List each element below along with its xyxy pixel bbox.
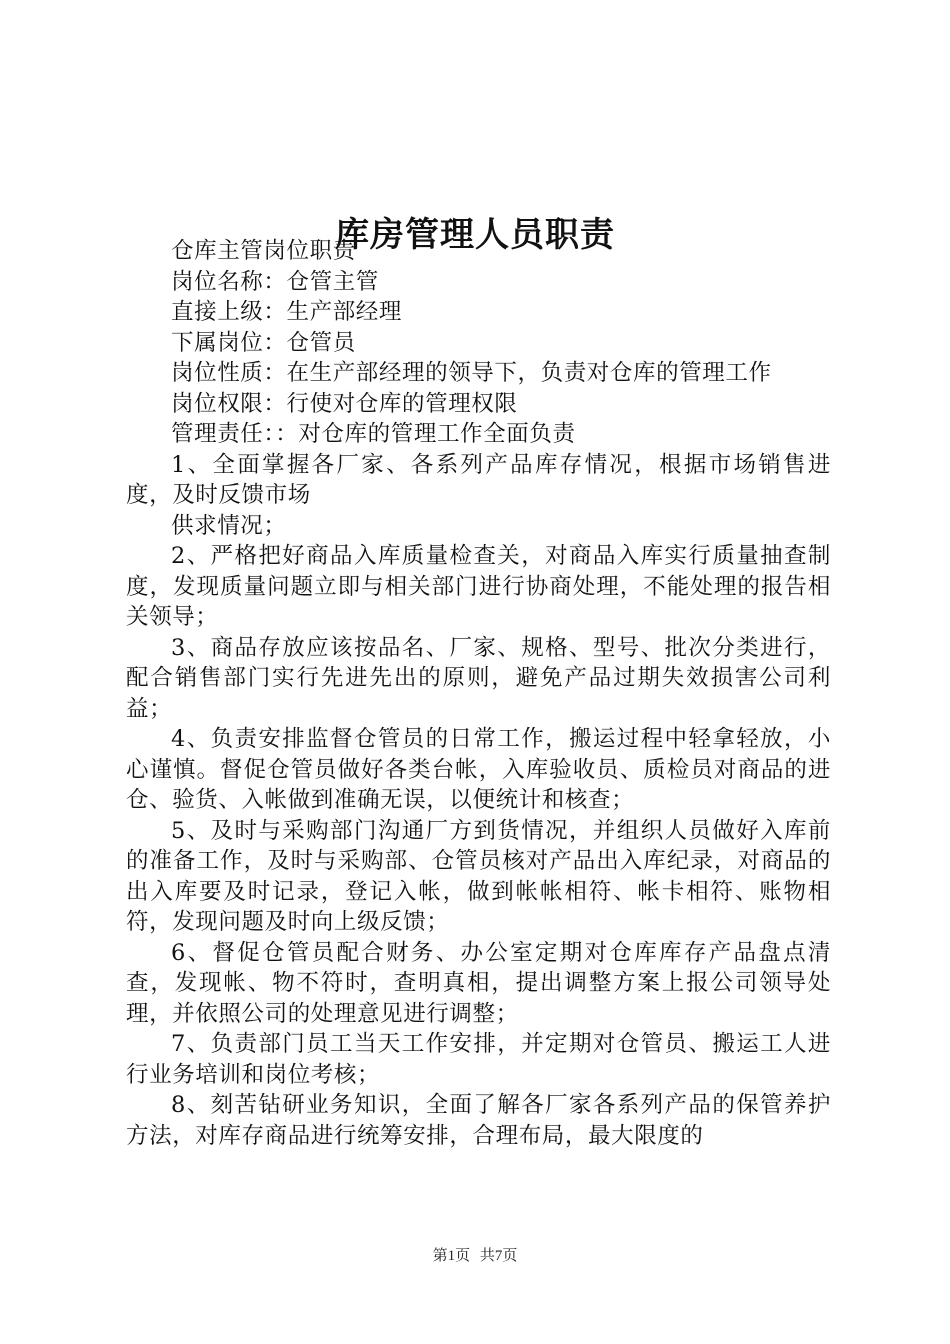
paragraph: 5、及时与采购部门沟通厂方到货情况，并组织人员做好入库前的准备工作，及时与采购部、仓管员核对产品出入库纪录，对商品的出入库要及时记录，登记入帐，做到帐帐相符、帐卡相符、账物相符，发现问题及时向上级反馈；: [126, 817, 831, 935]
paragraph: 3、商品存放应该按品名、厂家、规格、型号、批次分类进行，配合销售部门实行先进先出的原则，避免产品过期失效损害公司利益；: [126, 634, 831, 722]
paragraph: 管理责任：：对仓库的管理工作全面负责: [171, 421, 576, 447]
paragraph: 岗位权限：行使对仓库的管理权限: [171, 390, 518, 417]
paragraph: 6、督促仓管员配合财务、办公室定期对仓库库存产品盘点清查，发现帐、物不符时，查明真相，提出调整方案上报公司领导处理，并依照公司的处理意见进行调整；: [126, 939, 831, 1027]
page-total: 共7页: [479, 1248, 518, 1264]
paragraph: 岗位性质：在生产部经理的领导下，负责对仓库的管理工作: [171, 360, 772, 386]
document-body: [126, 236, 831, 1151]
paragraph: 下属岗位：仓管员: [171, 329, 356, 356]
paragraph: 仓库主管岗位职责: [171, 238, 356, 264]
paragraph: 直接上级：生产部经理: [171, 299, 403, 325]
document-title: 库房管理人员职责: [335, 214, 615, 255]
paragraph: 供求情况；: [171, 512, 287, 539]
paragraph: 岗位名称：仓管主管: [171, 268, 379, 295]
paragraph: 4、负责安排监督仓管员的日常工作，搬运过程中轻拿轻放，小心谨慎。督促仓管员做好各类台帐，入库验收员、质检员对商品的进仓、验货、入帐做到准确无误，以便统计和核查；: [126, 726, 831, 813]
paragraph: 2、严格把好商品入库质量检查关，对商品入库实行质量抽查制度，发现质量问题立即与相关部门进行协商处理，不能处理的报告相关领导；: [126, 543, 831, 630]
page-number: 第1页: [432, 1248, 471, 1264]
page-footer: [0, 1244, 950, 1265]
paragraph: 7、负责部门员工当天工作安排，并定期对仓管员、搬运工人进行业务培训和岗位考核；: [126, 1031, 831, 1088]
paragraph: 8、刻苦钻研业务知识，全面了解各厂家各系列产品的保管养护方法，对库存商品进行统筹安排，合理布局，最大限度的: [126, 1092, 831, 1149]
paragraph: 1、全面掌握各厂家、各系列产品库存情况，根据市场销售进度，及时反馈市场: [126, 451, 831, 508]
